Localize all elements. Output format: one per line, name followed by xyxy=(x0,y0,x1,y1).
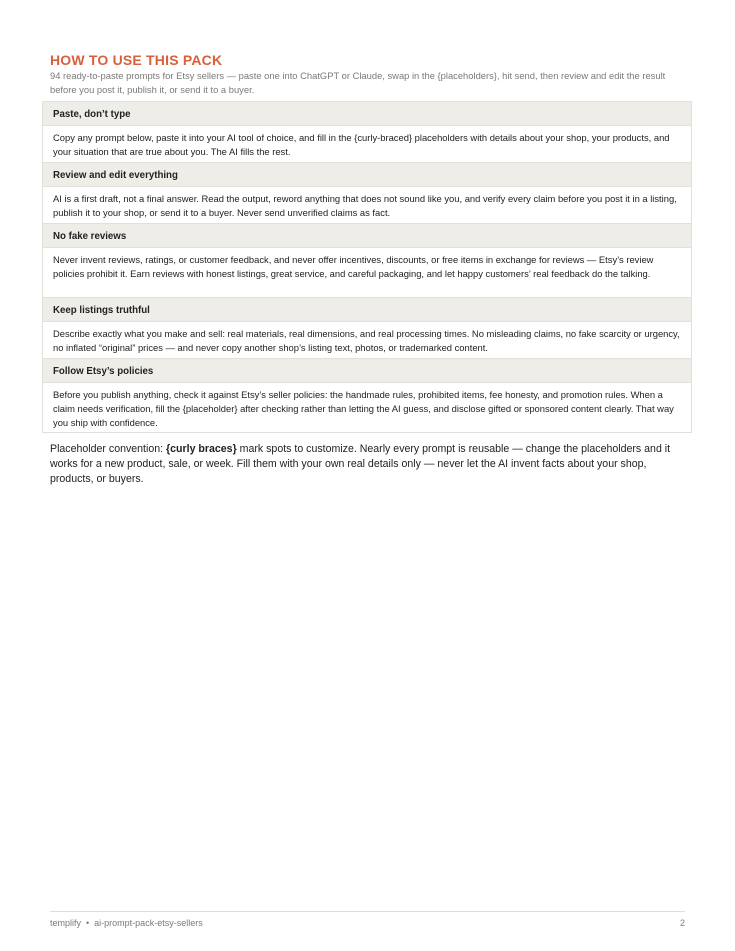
guidelines-table xyxy=(42,101,692,433)
section-heading-truthful: Keep listings truthful xyxy=(43,298,691,322)
section-heading-no-fake-reviews: No fake reviews xyxy=(43,224,691,248)
section-body-paste: Copy any prompt below, paste it into your AI tool of choice, and fill in the {curly-braced} placeholders with details about your shop, your products, and your situation that are true about you. The AI fills the rest. xyxy=(43,126,691,163)
section-heading-paste: Paste, don’t type xyxy=(43,102,691,126)
footer-doc-name: ai-prompt-pack-etsy-sellers xyxy=(94,918,203,928)
section-body-truthful: Describe exactly what you make and sell: real materials, real dimensions, and real processing times. No misleading claims, no fake scarcity or urgency, no inflated “original” prices — and never copy another shop’s listing text, photos, or trademarked content. xyxy=(43,322,691,359)
placeholder-note-suffix: mark spots to customize. Nearly every prompt is reusable — change the placeholders and it works for a new product, sale, or week. Fill them with your own real details only — never let the AI invent facts about your shop, products, or buyers. xyxy=(50,443,671,485)
footer-label xyxy=(50,918,203,928)
placeholder-note xyxy=(50,442,690,487)
section-heading-review: Review and edit everything xyxy=(43,163,691,187)
section-body-review: AI is a first draft, not a final answer. Read the output, reword anything that does not sound like you, and verify every claim before you post it in a listing, publish it to your shop, or send it to a buyer. Never send unverified claims as fact. xyxy=(43,187,691,224)
page-subtitle: 94 ready-to-paste prompts for Etsy sellers — paste one into ChatGPT or Claude, swap in the {placeholders}, hit send, then review and edit the result before you post it, publish it, or send it to a buyer. xyxy=(50,70,666,95)
page-title: HOW TO USE THIS PACK xyxy=(50,52,223,68)
footer-brand: templify xyxy=(50,918,82,928)
section-body-no-fake-reviews: Never invent reviews, ratings, or customer feedback, and never offer incentives, discounts, or free items in exchange for reviews — Etsy’s review policies prohibit it. Earn reviews with honest listings, great service, and careful packaging, and let happy customers’ real feedback do the talking. xyxy=(43,248,691,298)
section-body-policies: Before you publish anything, check it against Etsy’s seller policies: the handmade rules, prohibited items, fee honesty, and promotion rules. When a claim needs verification, fill the {placeholder} after checking rather than letting the AI guess, and disclose gifted or sponsored content clearly. That way you ship with confidence. xyxy=(43,383,691,433)
placeholder-note-emphasis: {curly braces} xyxy=(166,443,237,455)
page-number: 2 xyxy=(679,918,685,928)
footer-divider xyxy=(50,911,685,912)
section-heading-policies: Follow Etsy’s policies xyxy=(43,359,691,383)
placeholder-note-prefix: Placeholder convention: xyxy=(50,443,167,455)
footer-separator: • xyxy=(86,918,90,928)
